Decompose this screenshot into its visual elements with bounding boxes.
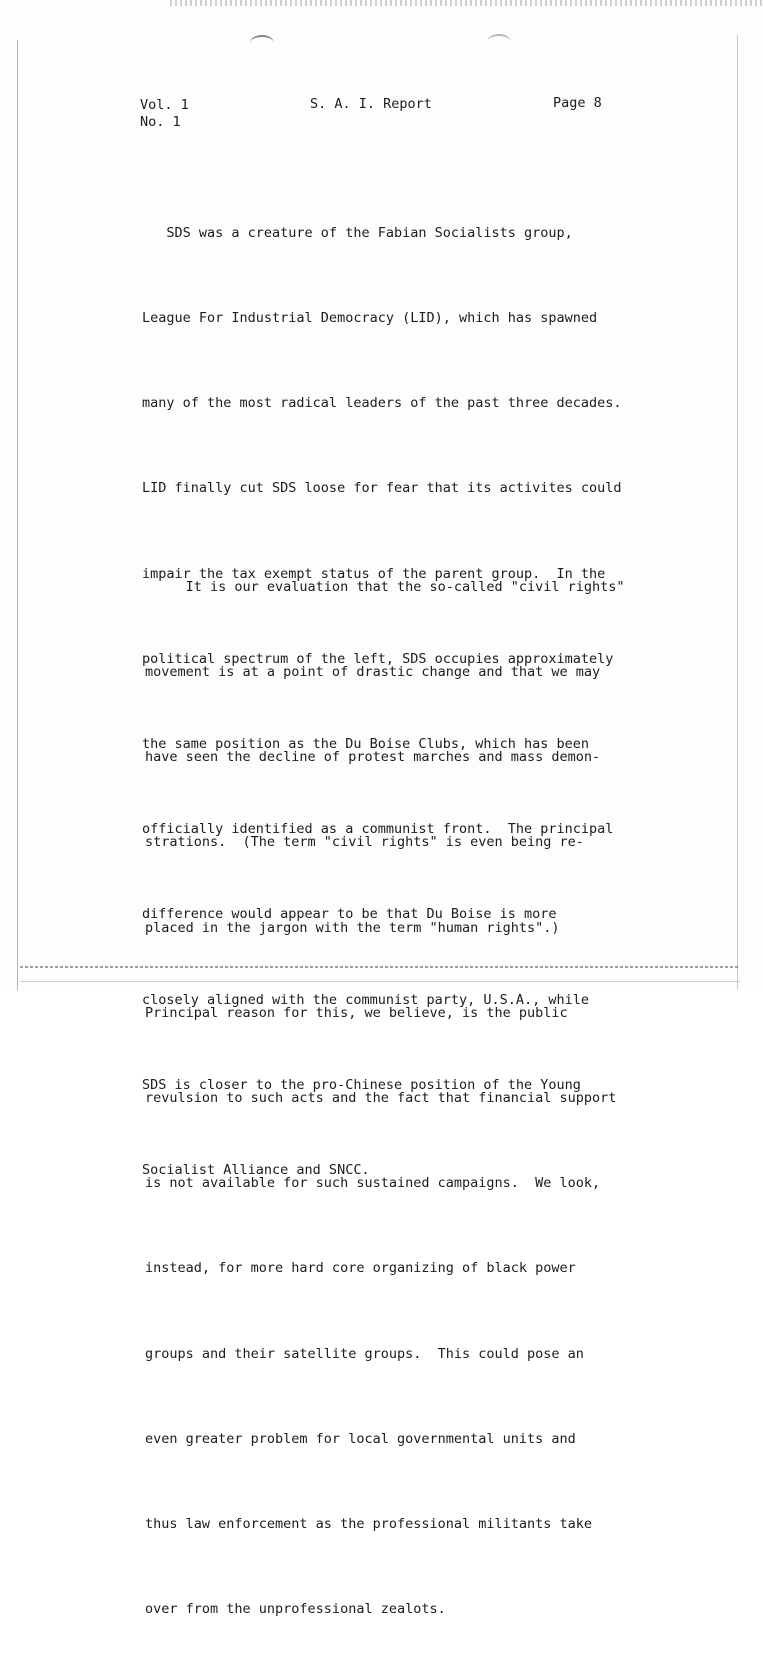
- binder-hole-mark-right: [487, 34, 511, 50]
- scan-edge-left: [17, 40, 18, 990]
- text-line: Principal reason for this, we believe, is the public: [145, 1004, 568, 1021]
- text-line: revulsion to such acts and the fact that financial support: [145, 1090, 617, 1107]
- number-label: No. 1: [140, 114, 181, 130]
- text-line: Socialist Alliance and SNCC.: [142, 1162, 370, 1179]
- text-line: thus law enforcement as the professional militants take: [145, 1516, 593, 1533]
- paragraph-civil-rights: [145, 516, 665, 1680]
- page-number: Page 8: [553, 95, 602, 111]
- volume-label: Vol. 1: [140, 97, 189, 113]
- scan-edge-right: [737, 35, 738, 990]
- text-line: SDS is closer to the pro-Chinese position of the Young: [142, 1076, 581, 1093]
- text-line: strations. (The term "civil rights" is even being re-: [145, 834, 584, 851]
- text-line: SDS was a creature of the Fabian Socialists group,: [142, 224, 573, 241]
- text-line: movement is at a point of drastic change and that we may: [145, 664, 601, 681]
- binder-hole-mark-left: [250, 35, 274, 51]
- text-line: closely aligned with the communist party, U.S.A., while: [142, 991, 590, 1008]
- text-line: have seen the decline of protest marches and mass demon-: [145, 749, 601, 766]
- text-line: many of the most radical leaders of the past three decades.: [142, 395, 622, 412]
- scan-edge-top: [170, 0, 763, 6]
- text-line: It is our evaluation that the so-called "civil rights": [145, 578, 625, 595]
- text-line: groups and their satellite groups. This could pose an: [145, 1345, 584, 1362]
- text-line: is not available for such sustained campaigns. We look,: [145, 1175, 601, 1192]
- text-line: the same position as the Du Boise Clubs, which has been: [142, 736, 590, 753]
- text-line: difference would appear to be that Du Boise is more: [142, 906, 557, 923]
- text-line: LID finally cut SDS loose for fear that its activites could: [142, 480, 622, 497]
- text-line: over from the unprofessional zealots.: [145, 1601, 446, 1618]
- text-line: impair the tax exempt status of the parent group. In the: [142, 565, 606, 582]
- report-title: S. A. I. Report: [310, 96, 432, 112]
- text-line: placed in the jargon with the term "human rights".): [145, 919, 560, 936]
- text-line: even greater problem for local governmental units and: [145, 1430, 576, 1447]
- text-line: League For Industrial Democracy (LID), which has spawned: [142, 310, 598, 327]
- text-line: officially identified as a communist front. The principal: [142, 821, 614, 838]
- text-line: political spectrum of the left, SDS occupies approximately: [142, 650, 614, 667]
- text-line: instead, for more hard core organizing of black power: [145, 1260, 576, 1277]
